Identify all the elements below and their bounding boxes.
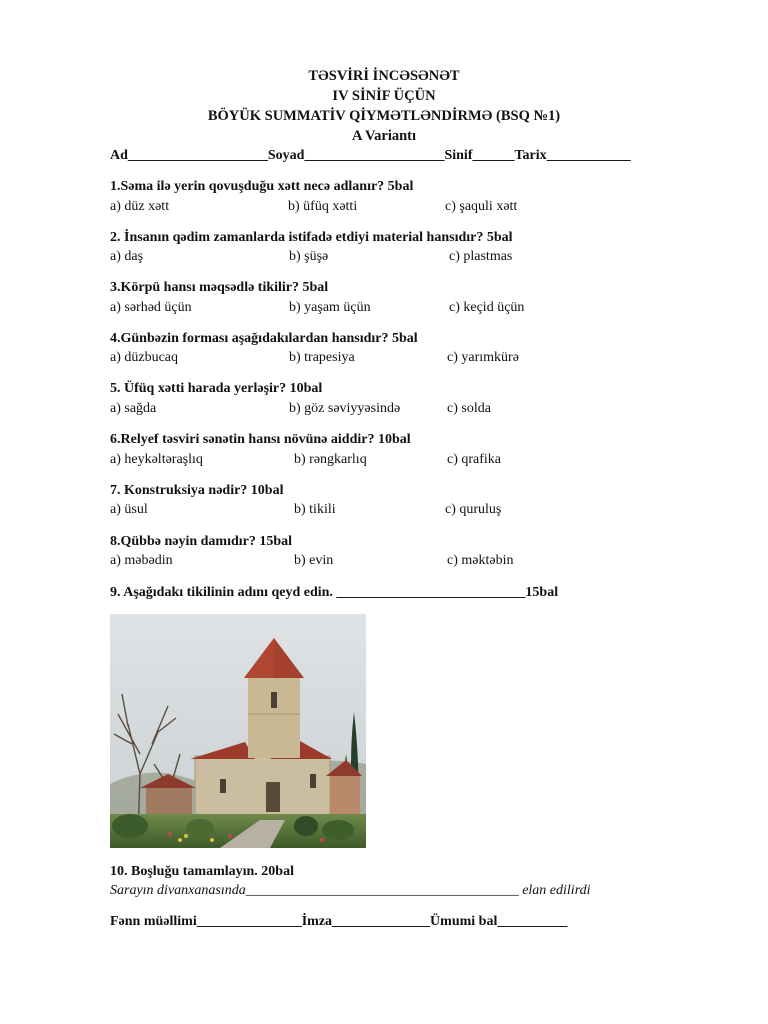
q6-option-c[interactable]: c) qrafika <box>447 452 502 467</box>
q8-option-c[interactable]: c) məktəbin <box>447 553 514 568</box>
question-3: 3.Körpü hansı məqsədlə tikilir? 5bal <box>110 280 329 295</box>
question-9[interactable]: 9. Aşağıdakı tikilinin adını qeyd edin. ___________________________15bal <box>110 585 559 600</box>
q2-option-a[interactable]: a) daş <box>110 249 144 264</box>
q5-option-b[interactable]: b) göz səviyyəsində <box>289 401 401 416</box>
q10-fill-in-blank[interactable]: Sarayın divanxanasında_______________________________________ elan edilirdi <box>110 883 591 898</box>
q6-option-b[interactable]: b) rəngkarlıq <box>294 452 367 467</box>
church-photo <box>110 614 366 848</box>
question-4: 4.Günbəzin forması aşağıdakılardan hansıdır? 5bal <box>110 331 418 346</box>
q7-option-c[interactable]: c) quruluş <box>445 502 502 517</box>
question-1: 1.Səma ilə yerin qovuşduğu xətt necə adlanır? 5bal <box>110 179 414 194</box>
q5-option-c[interactable]: c) solda <box>447 401 491 416</box>
q4-option-b[interactable]: b) trapesiya <box>289 350 355 365</box>
student-info-line[interactable]: Ad____________________Soyad____________________Sinif______Tarix____________ <box>110 148 631 163</box>
q3-option-b[interactable]: b) yaşam üçün <box>289 300 371 315</box>
question-7: 7. Konstruksiya nədir? 10bal <box>110 483 284 498</box>
q1-option-b[interactable]: b) üfüq xətti <box>288 199 358 214</box>
assessment-title: BÖYÜK SUMMATİV QİYMƏTLƏNDİRMƏ (BSQ №1) <box>207 108 561 124</box>
q7-option-b[interactable]: b) tikili <box>294 502 336 517</box>
q8-option-b[interactable]: b) evin <box>294 553 334 568</box>
q3-option-c[interactable]: c) keçid üçün <box>449 300 525 315</box>
q2-option-b[interactable]: b) şüşə <box>289 249 329 264</box>
q3-option-a[interactable]: a) sərhəd üçün <box>110 300 192 315</box>
question-6: 6.Relyef təsviri sənətin hansı növünə aiddir? 10bal <box>110 432 411 447</box>
grade-title: IV SİNİF ÜÇÜN <box>332 88 436 104</box>
q5-option-a[interactable]: a) sağda <box>110 401 157 416</box>
teacher-signature-line[interactable]: Fənn müəllimi_______________İmza______________Ümumi bal__________ <box>110 914 568 929</box>
question-5: 5. Üfüq xətti harada yerləşir? 10bal <box>110 381 323 396</box>
variant-title: A Variantı <box>351 128 417 144</box>
question-10: 10. Boşluğu tamamlayın. 20bal <box>110 864 294 879</box>
question-2: 2. İnsanın qədim zamanlarda istifadə etdiyi material hansıdır? 5bal <box>110 230 513 245</box>
q6-option-a[interactable]: a) heykəltəraşlıq <box>110 452 203 467</box>
q1-option-a[interactable]: a) düz xətt <box>110 199 170 214</box>
q4-option-a[interactable]: a) düzbucaq <box>110 350 179 365</box>
q2-option-c[interactable]: c) plastmas <box>449 249 513 264</box>
q4-option-c[interactable]: c) yarımkürə <box>447 350 519 365</box>
q1-option-c[interactable]: c) şaquli xətt <box>445 199 518 214</box>
subject-title: TƏSVİRİ İNCƏSƏNƏT <box>308 68 460 84</box>
q8-option-a[interactable]: a) məbədin <box>110 553 173 568</box>
question-8: 8.Qübbə nəyin damıdır? 15bal <box>110 534 293 549</box>
q7-option-a[interactable]: a) üsul <box>110 502 148 517</box>
